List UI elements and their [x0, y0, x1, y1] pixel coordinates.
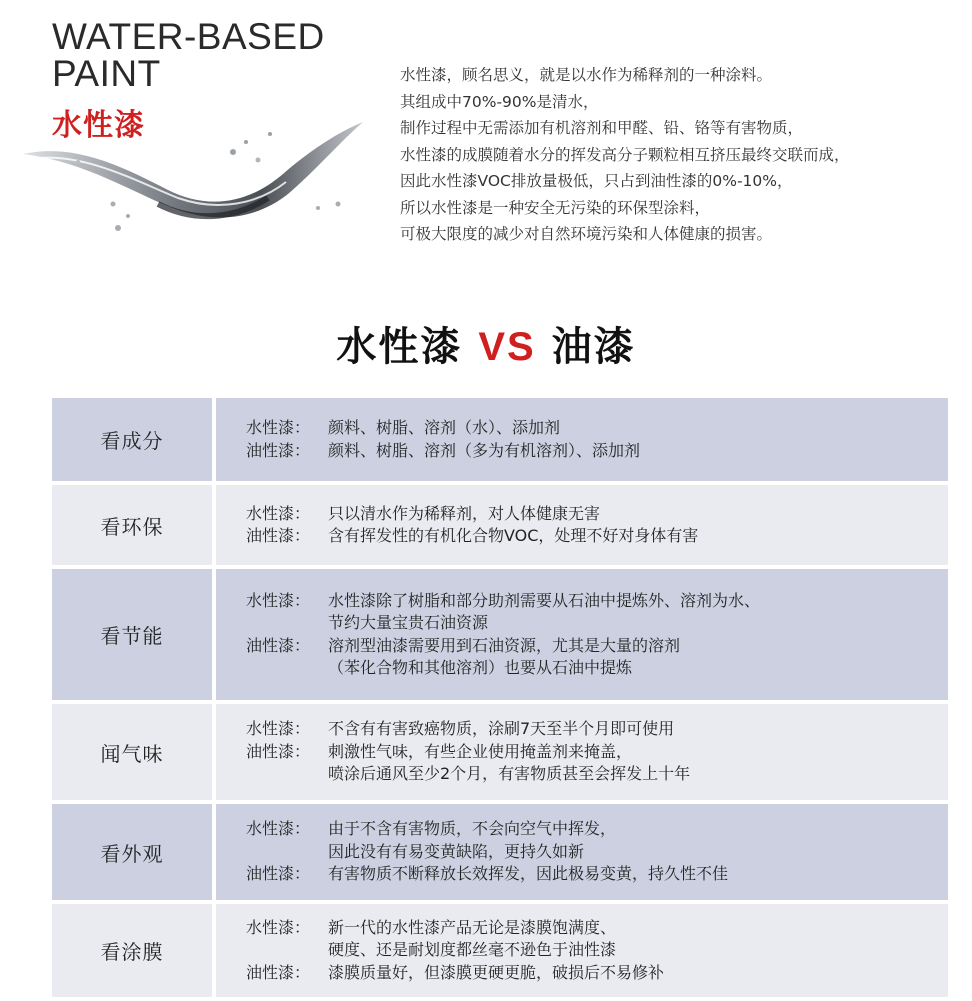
detail-text: 因此没有有易变黄缺陷，更持久如新	[328, 841, 585, 861]
comparison-title-left: 水性漆	[336, 324, 463, 370]
intro-paragraph	[400, 62, 960, 248]
paint-type-label	[246, 841, 328, 864]
intro-line: 可极大限度的减少对自然环境污染和人体健康的损害。	[400, 225, 773, 243]
detail-line	[246, 525, 948, 548]
paint-type-label: 油性漆：	[246, 635, 311, 655]
row-detail	[216, 904, 948, 997]
detail-line	[246, 841, 948, 864]
intro-line: 水性漆，顾名思义，就是以水作为稀释剂的一种涂料。	[400, 66, 773, 84]
row-category: 看涂膜	[52, 904, 212, 997]
comparison-row	[52, 398, 948, 481]
row-detail	[216, 569, 948, 700]
paint-type-label: 油性漆：	[246, 526, 311, 545]
paint-type-label	[246, 657, 328, 680]
intro-line: 制作过程中无需添加有机溶剂和甲醛、铅、铬等有害物质，	[400, 119, 804, 137]
row-category: 看外观	[52, 804, 212, 900]
paint-type-label: 油性漆：	[246, 440, 311, 460]
detail-text: 只以清水作为稀释剂，对人体健康无害	[328, 503, 601, 523]
detail-text: 漆膜质量好，但漆膜更硬更脆，破损后不易修补	[328, 962, 665, 982]
intro-line: 所以水性漆是一种安全无污染的环保型涂料，	[400, 198, 711, 217]
intro-line: 水性漆的成膜随着水分的挥发高分子颗粒相互挤压最终交联而成，	[400, 145, 850, 164]
paint-type-label	[246, 939, 328, 962]
detail-text: 喷涂后通风至少2个月，有害物质甚至会挥发上十年	[328, 764, 691, 784]
comparison-table	[52, 398, 948, 1001]
paint-type-label: 水性漆：	[246, 917, 311, 937]
row-detail	[216, 704, 948, 800]
detail-text: 溶剂型油漆需要用到石油资源，尤其是大量的溶剂	[328, 635, 681, 655]
paint-type-label	[246, 763, 328, 786]
paint-type-label: 油性漆：	[246, 741, 311, 761]
hero-title-en	[52, 18, 325, 92]
comparison-row	[52, 804, 948, 900]
comparison-row	[52, 569, 948, 700]
detail-line	[246, 612, 948, 635]
hero-title-en-line1: WATER-BASED	[52, 16, 325, 57]
detail-line	[246, 503, 948, 526]
detail-line	[246, 440, 948, 463]
paint-type-label: 油性漆：	[246, 962, 311, 982]
paint-type-label: 水性漆：	[246, 418, 311, 437]
hero-title-cn: 水性漆	[52, 108, 145, 143]
detail-line	[246, 939, 948, 962]
detail-line	[246, 635, 948, 658]
comparison-row	[52, 485, 948, 565]
detail-line	[246, 718, 948, 741]
detail-line	[246, 590, 948, 613]
detail-line	[246, 863, 948, 886]
detail-text: 节约大量宝贵石油资源	[328, 613, 489, 632]
comparison-title-vs: VS	[478, 325, 536, 369]
row-category: 看成分	[52, 398, 212, 481]
detail-line	[246, 763, 948, 786]
detail-text: 有害物质不断释放长效挥发，因此极易变黄，持久性不佳	[328, 864, 729, 884]
detail-text: 水性漆除了树脂和部分助剂需要从石油中提炼外、溶剂为水、	[328, 590, 761, 610]
detail-text: 颜料、树脂、溶剂（多为有机溶剂）、添加剂	[328, 440, 641, 460]
detail-text: 新一代的水性漆产品无论是漆膜饱满度、	[328, 917, 617, 937]
paint-type-label: 水性漆：	[246, 503, 311, 523]
row-category: 看节能	[52, 569, 212, 700]
detail-line	[246, 962, 948, 985]
detail-text: 由于不含有害物质，不会向空气中挥发，	[328, 819, 617, 839]
comparison-row	[52, 904, 948, 997]
water-splash-icon	[18, 112, 368, 237]
detail-text: 含有挥发性的有机化合物VOC，处理不好对身体有害	[328, 526, 699, 545]
detail-text: 硬度、还是耐划度都丝毫不逊色于油性漆	[328, 940, 617, 960]
row-category: 看环保	[52, 485, 212, 565]
row-detail	[216, 398, 948, 481]
comparison-title-right: 油漆	[551, 324, 636, 370]
detail-text: 刺激性气味，有些企业使用掩盖剂来掩盖，	[328, 741, 633, 761]
paint-type-label: 油性漆：	[246, 864, 311, 884]
detail-text: （苯化合物和其他溶剂）也要从石油中提炼	[328, 658, 633, 677]
detail-text: 颜料、树脂、溶剂（水）、添加剂	[328, 418, 561, 437]
hero-title-en-line2: PAINT	[52, 53, 161, 94]
detail-line	[246, 818, 948, 841]
comparison-row	[52, 704, 948, 800]
paint-type-label	[246, 612, 328, 635]
detail-text: 不含有有害致癌物质，涂刷7天至半个月即可使用	[328, 719, 675, 739]
row-category: 闻气味	[52, 704, 212, 800]
paint-type-label: 水性漆：	[246, 819, 311, 839]
intro-line: 因此水性漆VOC排放量极低，只占到油性漆的0%-10%，	[400, 172, 793, 190]
paint-type-label: 水性漆：	[246, 590, 311, 610]
row-detail	[216, 804, 948, 900]
detail-line	[246, 657, 948, 680]
detail-line	[246, 741, 948, 764]
detail-line	[246, 417, 948, 440]
paint-type-label: 水性漆：	[246, 719, 311, 739]
row-detail	[216, 485, 948, 565]
detail-line	[246, 917, 948, 940]
intro-line: 其组成中70%-90%是清水，	[400, 92, 599, 111]
comparison-title	[0, 315, 972, 372]
